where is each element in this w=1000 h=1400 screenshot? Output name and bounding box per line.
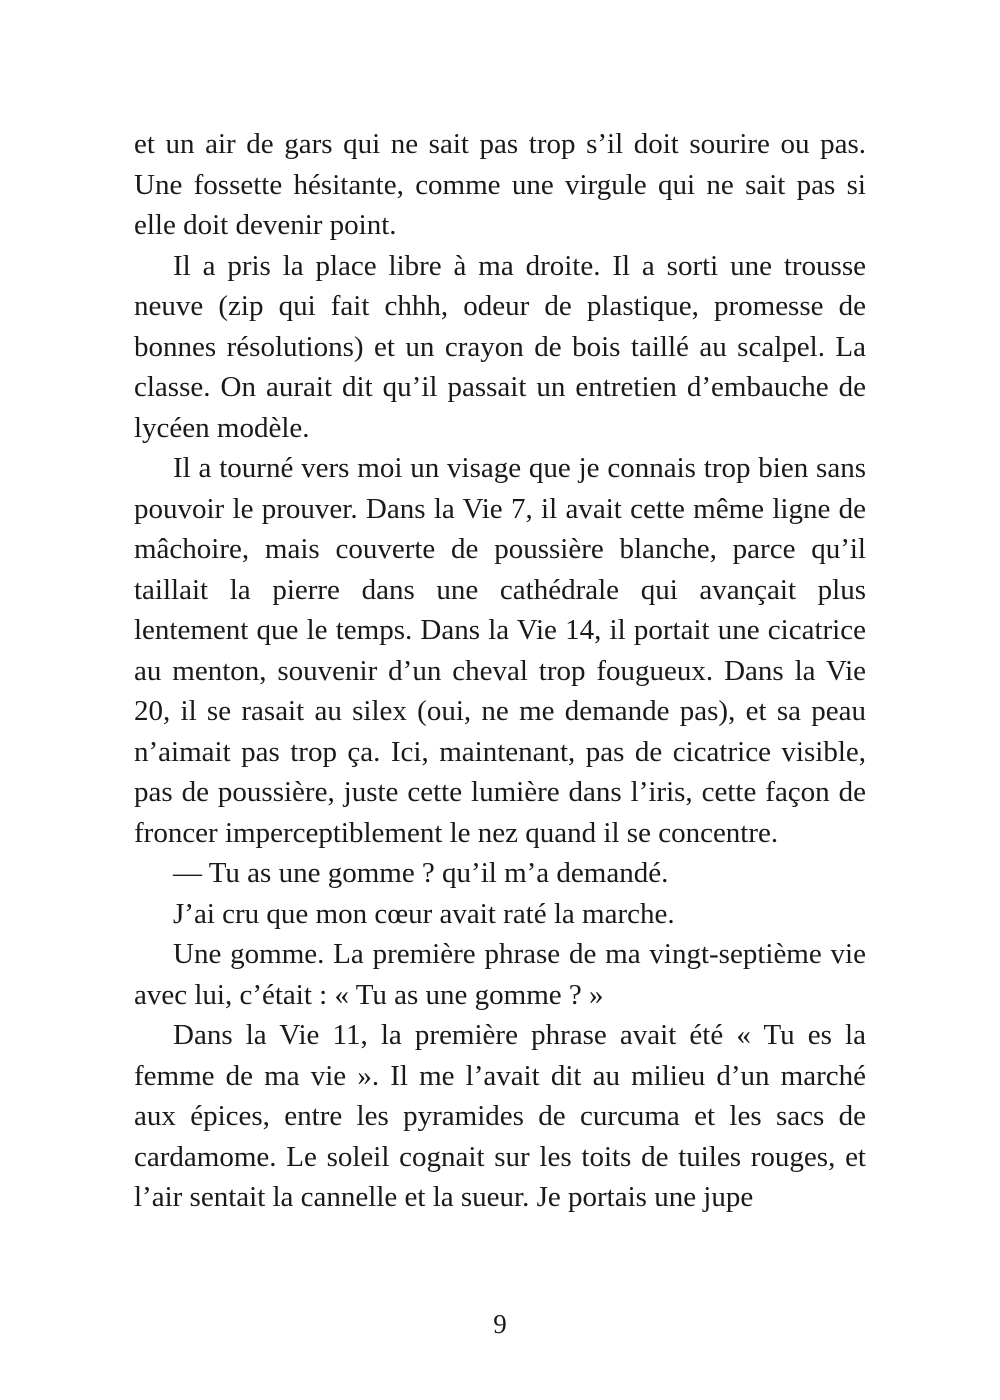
- paragraph-past-lives: Il a tourné vers moi un visage que je connais trop bien sans pouvoir le prouver. Dans la Vie 7, il avait cette même ligne de mâchoire, mais couverte de poussière blanche, parce qu’il taillait la pierre dans une cathédrale qui avançait plus lentement que le temps. Dans la Vie 14, il portait une cicatrice au menton, souvenir d’un cheval trop fougueux. Dans la Vie 20, il se rasait au silex (oui, ne me demande pas), et sa peau n’aimait pas trop ça. Ici, maintenant, pas de cicatrice visible, pas de poussière, juste cette lumière dans l’iris, cette façon de froncer imperceptiblement le nez quand il se concentre.: [134, 452, 866, 849]
- paragraph-trousse: Il a pris la place libre à ma droite. Il a sorti une trousse neuve (zip qui fait chhh, odeur de plastique, promesse de bonnes résolutions) et un crayon de bois taillé au scalpel. La classe. On aurait dit qu’il passait un entretien d’embauche de lycéen modèle.: [134, 249, 866, 444]
- dialogue-line-gomme: — Tu as une gomme ? qu’il m’a demandé.: [173, 857, 669, 889]
- paragraph-heart: J’ai cru que mon cœur avait raté la marche.: [173, 897, 675, 930]
- paragraph-vie-11: Dans la Vie 11, la première phrase avait été « Tu es la femme de ma vie ». Il me l’avait dit au milieu d’un marché aux épices, entre les pyramides de curcuma et les sacs de cardamome. Le soleil cognait sur les toits de tuiles rouges, et l’air sentait la cannelle et la sueur. Je portais une jupe: [134, 1019, 866, 1213]
- page-body: [134, 124, 866, 1218]
- paragraph-first-phrase: Une gomme. La première phrase de ma vingt-septième vie avec lui, c’était : « Tu as une gomme ? »: [134, 938, 866, 1011]
- page-number: 9: [493, 1309, 507, 1339]
- paragraph-continuation: et un air de gars qui ne sait pas trop s’il doit sourire ou pas. Une fossette hésitante, comme une virgule qui ne sait pas si elle doit devenir point.: [134, 128, 866, 241]
